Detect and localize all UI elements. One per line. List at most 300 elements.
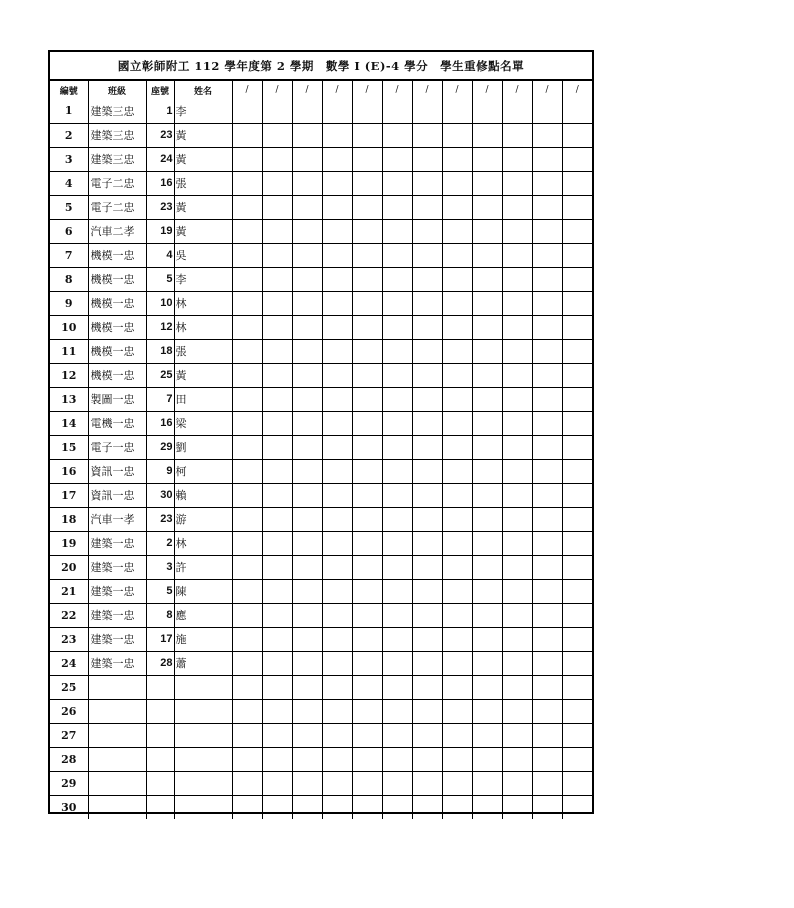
attendance-cell[interactable] <box>382 267 412 291</box>
attendance-cell[interactable] <box>442 339 472 363</box>
attendance-cell[interactable] <box>442 483 472 507</box>
attendance-cell[interactable] <box>262 267 292 291</box>
attendance-cell[interactable] <box>442 195 472 219</box>
attendance-cell[interactable] <box>502 771 532 795</box>
attendance-cell[interactable] <box>292 747 322 771</box>
attendance-cell[interactable] <box>472 555 502 579</box>
attendance-cell[interactable] <box>232 435 262 459</box>
attendance-cell[interactable] <box>472 771 502 795</box>
attendance-cell[interactable] <box>262 699 292 723</box>
attendance-cell[interactable] <box>322 195 352 219</box>
attendance-cell[interactable] <box>262 123 292 147</box>
attendance-cell[interactable] <box>562 531 592 555</box>
attendance-cell[interactable] <box>382 363 412 387</box>
attendance-cell[interactable] <box>382 99 412 123</box>
attendance-cell[interactable] <box>322 147 352 171</box>
attendance-cell[interactable] <box>382 771 412 795</box>
attendance-cell[interactable] <box>502 699 532 723</box>
attendance-cell[interactable] <box>472 795 502 819</box>
attendance-cell[interactable] <box>442 675 472 699</box>
attendance-cell[interactable] <box>322 507 352 531</box>
attendance-cell[interactable] <box>502 291 532 315</box>
attendance-cell[interactable] <box>532 291 562 315</box>
attendance-cell[interactable] <box>352 555 382 579</box>
attendance-cell[interactable] <box>472 267 502 291</box>
attendance-cell[interactable] <box>472 219 502 243</box>
attendance-cell[interactable] <box>502 459 532 483</box>
attendance-cell[interactable] <box>382 555 412 579</box>
attendance-cell[interactable] <box>262 771 292 795</box>
attendance-cell[interactable] <box>262 363 292 387</box>
attendance-cell[interactable] <box>262 507 292 531</box>
attendance-cell[interactable] <box>382 747 412 771</box>
attendance-cell[interactable] <box>232 123 262 147</box>
attendance-cell[interactable] <box>472 147 502 171</box>
attendance-cell[interactable] <box>232 99 262 123</box>
attendance-cell[interactable] <box>232 579 262 603</box>
attendance-cell[interactable] <box>292 243 322 267</box>
attendance-cell[interactable] <box>262 675 292 699</box>
attendance-cell[interactable] <box>562 723 592 747</box>
attendance-cell[interactable] <box>382 387 412 411</box>
attendance-cell[interactable] <box>292 651 322 675</box>
attendance-cell[interactable] <box>232 459 262 483</box>
attendance-cell[interactable] <box>292 531 322 555</box>
attendance-cell[interactable] <box>532 195 562 219</box>
attendance-cell[interactable] <box>442 99 472 123</box>
attendance-cell[interactable] <box>322 723 352 747</box>
attendance-cell[interactable] <box>292 147 322 171</box>
attendance-cell[interactable] <box>232 699 262 723</box>
attendance-cell[interactable] <box>232 171 262 195</box>
attendance-cell[interactable] <box>532 99 562 123</box>
attendance-cell[interactable] <box>352 771 382 795</box>
attendance-cell[interactable] <box>292 699 322 723</box>
attendance-cell[interactable] <box>472 675 502 699</box>
attendance-cell[interactable] <box>292 195 322 219</box>
attendance-cell[interactable] <box>262 459 292 483</box>
attendance-cell[interactable] <box>472 171 502 195</box>
attendance-cell[interactable] <box>382 339 412 363</box>
attendance-cell[interactable] <box>382 435 412 459</box>
attendance-cell[interactable] <box>472 507 502 531</box>
attendance-cell[interactable] <box>562 123 592 147</box>
attendance-cell[interactable] <box>412 99 442 123</box>
attendance-cell[interactable] <box>562 579 592 603</box>
attendance-cell[interactable] <box>292 603 322 627</box>
attendance-cell[interactable] <box>232 339 262 363</box>
attendance-cell[interactable] <box>322 291 352 315</box>
attendance-cell[interactable] <box>292 675 322 699</box>
attendance-cell[interactable] <box>352 147 382 171</box>
attendance-cell[interactable] <box>292 291 322 315</box>
attendance-cell[interactable] <box>562 747 592 771</box>
attendance-cell[interactable] <box>412 363 442 387</box>
attendance-cell[interactable] <box>232 555 262 579</box>
attendance-cell[interactable] <box>382 483 412 507</box>
attendance-cell[interactable] <box>532 555 562 579</box>
attendance-cell[interactable] <box>442 531 472 555</box>
attendance-cell[interactable] <box>232 315 262 339</box>
attendance-cell[interactable] <box>262 171 292 195</box>
attendance-cell[interactable] <box>532 363 562 387</box>
attendance-cell[interactable] <box>442 651 472 675</box>
header-date-slot[interactable]: / <box>232 81 262 99</box>
attendance-cell[interactable] <box>502 147 532 171</box>
attendance-cell[interactable] <box>472 579 502 603</box>
attendance-cell[interactable] <box>262 243 292 267</box>
attendance-cell[interactable] <box>322 459 352 483</box>
attendance-cell[interactable] <box>232 603 262 627</box>
attendance-cell[interactable] <box>292 267 322 291</box>
attendance-cell[interactable] <box>262 795 292 819</box>
attendance-cell[interactable] <box>502 483 532 507</box>
attendance-cell[interactable] <box>232 387 262 411</box>
attendance-cell[interactable] <box>472 411 502 435</box>
attendance-cell[interactable] <box>352 507 382 531</box>
attendance-cell[interactable] <box>292 315 322 339</box>
attendance-cell[interactable] <box>412 411 442 435</box>
attendance-cell[interactable] <box>352 603 382 627</box>
attendance-cell[interactable] <box>532 123 562 147</box>
attendance-cell[interactable] <box>352 123 382 147</box>
attendance-cell[interactable] <box>322 651 352 675</box>
attendance-cell[interactable] <box>322 219 352 243</box>
attendance-cell[interactable] <box>502 267 532 291</box>
attendance-cell[interactable] <box>502 579 532 603</box>
attendance-cell[interactable] <box>322 99 352 123</box>
attendance-cell[interactable] <box>412 651 442 675</box>
attendance-cell[interactable] <box>262 219 292 243</box>
attendance-cell[interactable] <box>352 291 382 315</box>
attendance-cell[interactable] <box>532 795 562 819</box>
attendance-cell[interactable] <box>472 339 502 363</box>
header-date-slot[interactable]: / <box>472 81 502 99</box>
attendance-cell[interactable] <box>292 219 322 243</box>
attendance-cell[interactable] <box>262 387 292 411</box>
attendance-cell[interactable] <box>442 147 472 171</box>
attendance-cell[interactable] <box>262 339 292 363</box>
attendance-cell[interactable] <box>442 219 472 243</box>
attendance-cell[interactable] <box>292 723 322 747</box>
attendance-cell[interactable] <box>562 651 592 675</box>
attendance-cell[interactable] <box>442 315 472 339</box>
header-date-slot[interactable]: / <box>442 81 472 99</box>
attendance-cell[interactable] <box>442 123 472 147</box>
attendance-cell[interactable] <box>412 555 442 579</box>
attendance-cell[interactable] <box>412 627 442 651</box>
attendance-cell[interactable] <box>562 291 592 315</box>
attendance-cell[interactable] <box>262 579 292 603</box>
header-date-slot[interactable]: / <box>382 81 412 99</box>
attendance-cell[interactable] <box>262 747 292 771</box>
attendance-cell[interactable] <box>502 747 532 771</box>
attendance-cell[interactable] <box>562 411 592 435</box>
attendance-cell[interactable] <box>532 267 562 291</box>
attendance-cell[interactable] <box>502 219 532 243</box>
attendance-cell[interactable] <box>472 291 502 315</box>
attendance-cell[interactable] <box>382 603 412 627</box>
attendance-cell[interactable] <box>262 411 292 435</box>
attendance-cell[interactable] <box>472 243 502 267</box>
attendance-cell[interactable] <box>352 627 382 651</box>
attendance-cell[interactable] <box>442 627 472 651</box>
attendance-cell[interactable] <box>532 411 562 435</box>
attendance-cell[interactable] <box>502 507 532 531</box>
attendance-cell[interactable] <box>352 723 382 747</box>
attendance-cell[interactable] <box>532 171 562 195</box>
attendance-cell[interactable] <box>472 99 502 123</box>
attendance-cell[interactable] <box>382 627 412 651</box>
attendance-cell[interactable] <box>292 171 322 195</box>
attendance-cell[interactable] <box>382 579 412 603</box>
attendance-cell[interactable] <box>442 795 472 819</box>
attendance-cell[interactable] <box>412 243 442 267</box>
attendance-cell[interactable] <box>352 675 382 699</box>
attendance-cell[interactable] <box>562 171 592 195</box>
attendance-cell[interactable] <box>502 555 532 579</box>
header-date-slot[interactable]: / <box>412 81 442 99</box>
attendance-cell[interactable] <box>532 651 562 675</box>
attendance-cell[interactable] <box>532 459 562 483</box>
attendance-cell[interactable] <box>322 603 352 627</box>
attendance-cell[interactable] <box>262 651 292 675</box>
attendance-cell[interactable] <box>322 363 352 387</box>
attendance-cell[interactable] <box>562 315 592 339</box>
attendance-cell[interactable] <box>502 195 532 219</box>
attendance-cell[interactable] <box>562 627 592 651</box>
attendance-cell[interactable] <box>322 699 352 723</box>
header-date-slot[interactable]: / <box>292 81 322 99</box>
attendance-cell[interactable] <box>382 675 412 699</box>
attendance-cell[interactable] <box>442 459 472 483</box>
header-date-slot[interactable]: / <box>322 81 352 99</box>
attendance-cell[interactable] <box>562 147 592 171</box>
attendance-cell[interactable] <box>502 123 532 147</box>
attendance-cell[interactable] <box>292 435 322 459</box>
attendance-cell[interactable] <box>532 675 562 699</box>
attendance-cell[interactable] <box>502 627 532 651</box>
attendance-cell[interactable] <box>322 411 352 435</box>
attendance-cell[interactable] <box>442 411 472 435</box>
attendance-cell[interactable] <box>232 651 262 675</box>
attendance-cell[interactable] <box>292 483 322 507</box>
attendance-cell[interactable] <box>232 747 262 771</box>
attendance-cell[interactable] <box>412 531 442 555</box>
attendance-cell[interactable] <box>472 387 502 411</box>
attendance-cell[interactable] <box>352 363 382 387</box>
attendance-cell[interactable] <box>412 435 442 459</box>
attendance-cell[interactable] <box>322 747 352 771</box>
attendance-cell[interactable] <box>322 579 352 603</box>
attendance-cell[interactable] <box>232 291 262 315</box>
attendance-cell[interactable] <box>562 507 592 531</box>
attendance-cell[interactable] <box>232 627 262 651</box>
attendance-cell[interactable] <box>352 459 382 483</box>
attendance-cell[interactable] <box>472 627 502 651</box>
attendance-cell[interactable] <box>322 435 352 459</box>
attendance-cell[interactable] <box>352 411 382 435</box>
attendance-cell[interactable] <box>352 195 382 219</box>
header-date-slot[interactable]: / <box>532 81 562 99</box>
attendance-cell[interactable] <box>412 675 442 699</box>
attendance-cell[interactable] <box>412 219 442 243</box>
attendance-cell[interactable] <box>382 651 412 675</box>
attendance-cell[interactable] <box>532 315 562 339</box>
attendance-cell[interactable] <box>352 699 382 723</box>
attendance-cell[interactable] <box>502 339 532 363</box>
attendance-cell[interactable] <box>322 123 352 147</box>
attendance-cell[interactable] <box>232 219 262 243</box>
attendance-cell[interactable] <box>502 99 532 123</box>
attendance-cell[interactable] <box>472 531 502 555</box>
attendance-cell[interactable] <box>412 171 442 195</box>
attendance-cell[interactable] <box>382 123 412 147</box>
attendance-cell[interactable] <box>502 315 532 339</box>
attendance-cell[interactable] <box>562 195 592 219</box>
attendance-cell[interactable] <box>472 315 502 339</box>
attendance-cell[interactable] <box>292 795 322 819</box>
attendance-cell[interactable] <box>322 387 352 411</box>
attendance-cell[interactable] <box>532 387 562 411</box>
attendance-cell[interactable] <box>442 171 472 195</box>
attendance-cell[interactable] <box>472 699 502 723</box>
attendance-cell[interactable] <box>412 195 442 219</box>
attendance-cell[interactable] <box>412 579 442 603</box>
attendance-cell[interactable] <box>412 603 442 627</box>
attendance-cell[interactable] <box>412 771 442 795</box>
attendance-cell[interactable] <box>352 387 382 411</box>
attendance-cell[interactable] <box>472 195 502 219</box>
attendance-cell[interactable] <box>562 771 592 795</box>
attendance-cell[interactable] <box>352 747 382 771</box>
attendance-cell[interactable] <box>412 123 442 147</box>
attendance-cell[interactable] <box>532 507 562 531</box>
attendance-cell[interactable] <box>412 723 442 747</box>
attendance-cell[interactable] <box>382 723 412 747</box>
attendance-cell[interactable] <box>532 603 562 627</box>
attendance-cell[interactable] <box>262 555 292 579</box>
attendance-cell[interactable] <box>292 99 322 123</box>
attendance-cell[interactable] <box>502 675 532 699</box>
attendance-cell[interactable] <box>322 483 352 507</box>
attendance-cell[interactable] <box>232 267 262 291</box>
attendance-cell[interactable] <box>502 651 532 675</box>
attendance-cell[interactable] <box>322 243 352 267</box>
attendance-cell[interactable] <box>322 675 352 699</box>
attendance-cell[interactable] <box>262 99 292 123</box>
attendance-cell[interactable] <box>232 363 262 387</box>
attendance-cell[interactable] <box>472 435 502 459</box>
attendance-cell[interactable] <box>322 171 352 195</box>
attendance-cell[interactable] <box>292 387 322 411</box>
attendance-cell[interactable] <box>262 723 292 747</box>
attendance-cell[interactable] <box>562 699 592 723</box>
attendance-cell[interactable] <box>562 603 592 627</box>
attendance-cell[interactable] <box>292 339 322 363</box>
attendance-cell[interactable] <box>472 363 502 387</box>
attendance-cell[interactable] <box>322 627 352 651</box>
attendance-cell[interactable] <box>442 723 472 747</box>
attendance-cell[interactable] <box>382 147 412 171</box>
attendance-cell[interactable] <box>562 675 592 699</box>
attendance-cell[interactable] <box>442 603 472 627</box>
attendance-cell[interactable] <box>292 123 322 147</box>
attendance-cell[interactable] <box>502 531 532 555</box>
attendance-cell[interactable] <box>352 267 382 291</box>
attendance-cell[interactable] <box>352 171 382 195</box>
attendance-cell[interactable] <box>532 627 562 651</box>
attendance-cell[interactable] <box>292 411 322 435</box>
attendance-cell[interactable] <box>262 603 292 627</box>
attendance-cell[interactable] <box>532 339 562 363</box>
attendance-cell[interactable] <box>232 531 262 555</box>
attendance-cell[interactable] <box>532 435 562 459</box>
attendance-cell[interactable] <box>472 459 502 483</box>
attendance-cell[interactable] <box>532 147 562 171</box>
attendance-cell[interactable] <box>412 291 442 315</box>
attendance-cell[interactable] <box>532 771 562 795</box>
attendance-cell[interactable] <box>232 771 262 795</box>
attendance-cell[interactable] <box>352 339 382 363</box>
attendance-cell[interactable] <box>562 267 592 291</box>
attendance-cell[interactable] <box>262 435 292 459</box>
attendance-cell[interactable] <box>502 435 532 459</box>
attendance-cell[interactable] <box>562 387 592 411</box>
attendance-cell[interactable] <box>442 291 472 315</box>
attendance-cell[interactable] <box>382 507 412 531</box>
attendance-cell[interactable] <box>322 795 352 819</box>
attendance-cell[interactable] <box>382 219 412 243</box>
attendance-cell[interactable] <box>532 723 562 747</box>
attendance-cell[interactable] <box>442 699 472 723</box>
attendance-cell[interactable] <box>442 555 472 579</box>
header-date-slot[interactable]: / <box>352 81 382 99</box>
attendance-cell[interactable] <box>412 147 442 171</box>
attendance-cell[interactable] <box>562 483 592 507</box>
attendance-cell[interactable] <box>532 483 562 507</box>
attendance-cell[interactable] <box>262 291 292 315</box>
attendance-cell[interactable] <box>472 603 502 627</box>
attendance-cell[interactable] <box>562 795 592 819</box>
attendance-cell[interactable] <box>442 387 472 411</box>
attendance-cell[interactable] <box>382 243 412 267</box>
attendance-cell[interactable] <box>532 243 562 267</box>
attendance-cell[interactable] <box>442 747 472 771</box>
attendance-cell[interactable] <box>532 531 562 555</box>
attendance-cell[interactable] <box>262 627 292 651</box>
attendance-cell[interactable] <box>412 747 442 771</box>
attendance-cell[interactable] <box>352 435 382 459</box>
attendance-cell[interactable] <box>322 771 352 795</box>
attendance-cell[interactable] <box>442 267 472 291</box>
attendance-cell[interactable] <box>532 219 562 243</box>
attendance-cell[interactable] <box>352 243 382 267</box>
attendance-cell[interactable] <box>502 171 532 195</box>
attendance-cell[interactable] <box>412 699 442 723</box>
attendance-cell[interactable] <box>532 579 562 603</box>
attendance-cell[interactable] <box>382 291 412 315</box>
attendance-cell[interactable] <box>232 795 262 819</box>
attendance-cell[interactable] <box>292 507 322 531</box>
attendance-cell[interactable] <box>292 771 322 795</box>
attendance-cell[interactable] <box>232 411 262 435</box>
attendance-cell[interactable] <box>232 243 262 267</box>
attendance-cell[interactable] <box>352 315 382 339</box>
attendance-cell[interactable] <box>502 243 532 267</box>
attendance-cell[interactable] <box>352 99 382 123</box>
attendance-cell[interactable] <box>562 99 592 123</box>
